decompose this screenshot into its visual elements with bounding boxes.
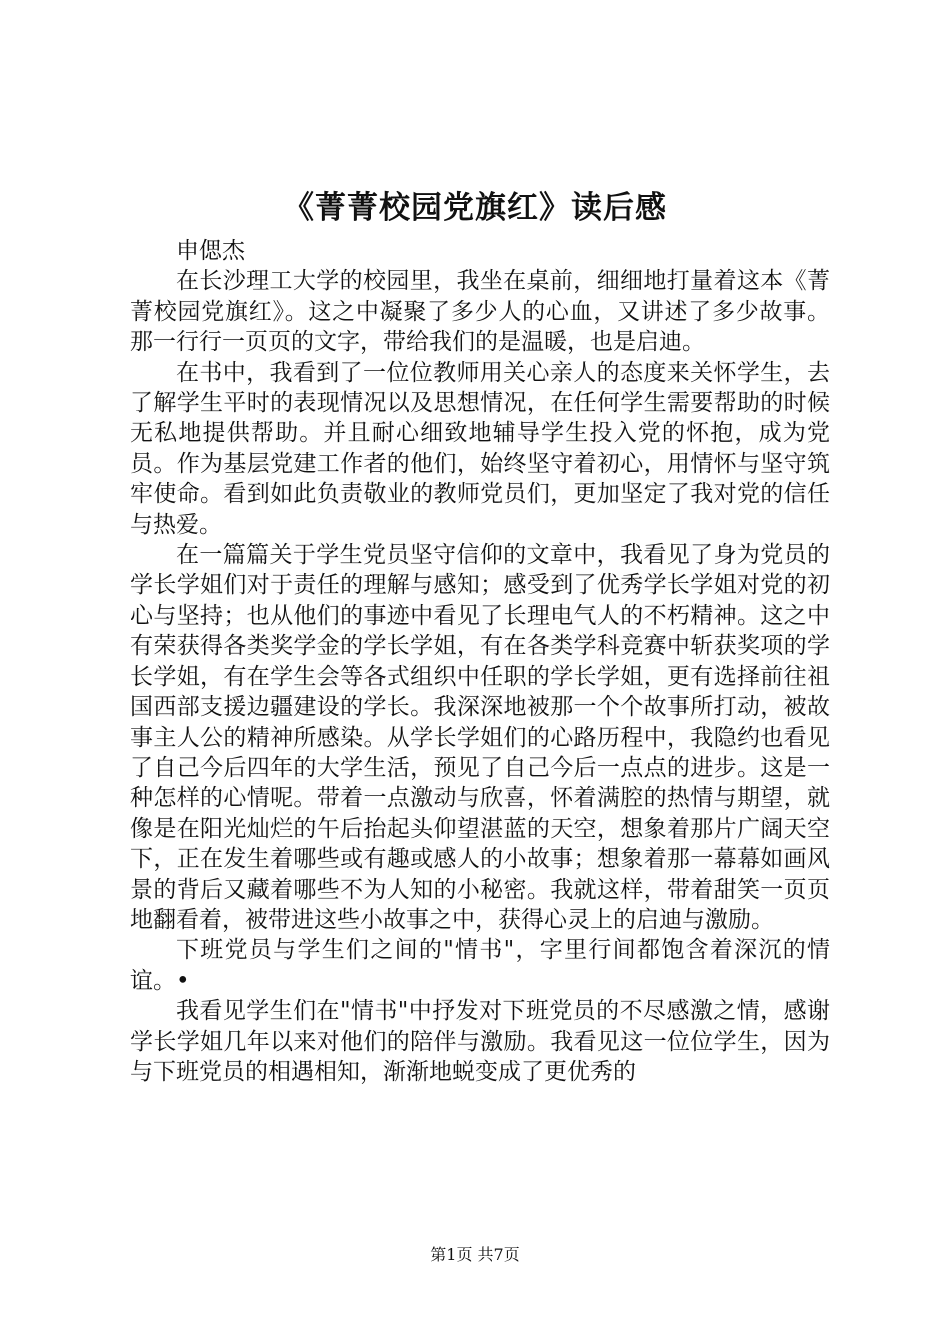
paragraph: 下班党员与学生们之间的"情书"，字里行间都饱含着深沉的情谊。• bbox=[130, 937, 830, 994]
document-title: 《菁菁校园党旗红》读后感 bbox=[283, 190, 667, 226]
author-line: 申偲杰 bbox=[176, 238, 245, 264]
paragraph: 在长沙理工大学的校园里，我坐在桌前，细细地打量着这本《菁菁校园党旗红》。这之中凝聚了多少人的心血，又讲述了多少故事。那一行行一页页的文字，带给我们的是温暖，也是启迪。 bbox=[130, 268, 830, 356]
paragraph: 在书中，我看到了一位位教师用关心亲人的态度来关怀学生，去了解学生平时的表现情况以及思想情况，在任何学生需要帮助的时候无私地提供帮助。并且耐心细致地辅导学生投入党的怀抱，成为党员。作为基层党建工作者的他们，始终坚守着初心，用情怀与坚守筑牢使命。看到如此负责敬业的教师党员们，更加坚定了我对党的信任与热爱。 bbox=[130, 359, 830, 538]
document-body bbox=[130, 236, 830, 1087]
paragraph: 在一篇篇关于学生党员坚守信仰的文章中，我看见了身为党员的学长学姐们对于责任的理解与感知；感受到了优秀学长学姐对党的初心与坚持；也从他们的事迹中看见了长理电气人的不朽精神。这之中有荣获得各类奖学金的学长学姐，有在各类学科竞赛中斩获奖项的学长学姐，有在学生会等各式组织中任职的学长学姐，更有选择前往祖国西部支援边疆建设的学长。我深深地被那一个个故事所打动，被故事主人公的精神所感染。从学长学姐们的心路历程中，我隐约也看见了自己今后四年的大学生活，预见了自己今后一点点的进步。这是一种怎样的心情呢。带着一点激动与欣喜，怀着满腔的热情与期望，就像是在阳光灿烂的午后抬起头仰望湛蓝的天空，想象着那片广阔天空下，正在发生着哪些或有趣或感人的小故事；想象着那一幕幕如画风景的背后又藏着哪些不为人知的小秘密。我就这样，带着甜笑一页页地翻看着，被带进这些小故事之中，获得心灵上的启迪与激励。 bbox=[130, 542, 830, 933]
paragraph: 我看见学生们在"情书"中抒发对下班党员的不尽感激之情，感谢学长学姐几年以来对他们的陪伴与激励。我看见这一位位学生，因为与下班党员的相遇相知，渐渐地蜕变成了更优秀的 bbox=[130, 998, 830, 1085]
page-number-footer: 第1页 共7页 bbox=[430, 1245, 520, 1264]
